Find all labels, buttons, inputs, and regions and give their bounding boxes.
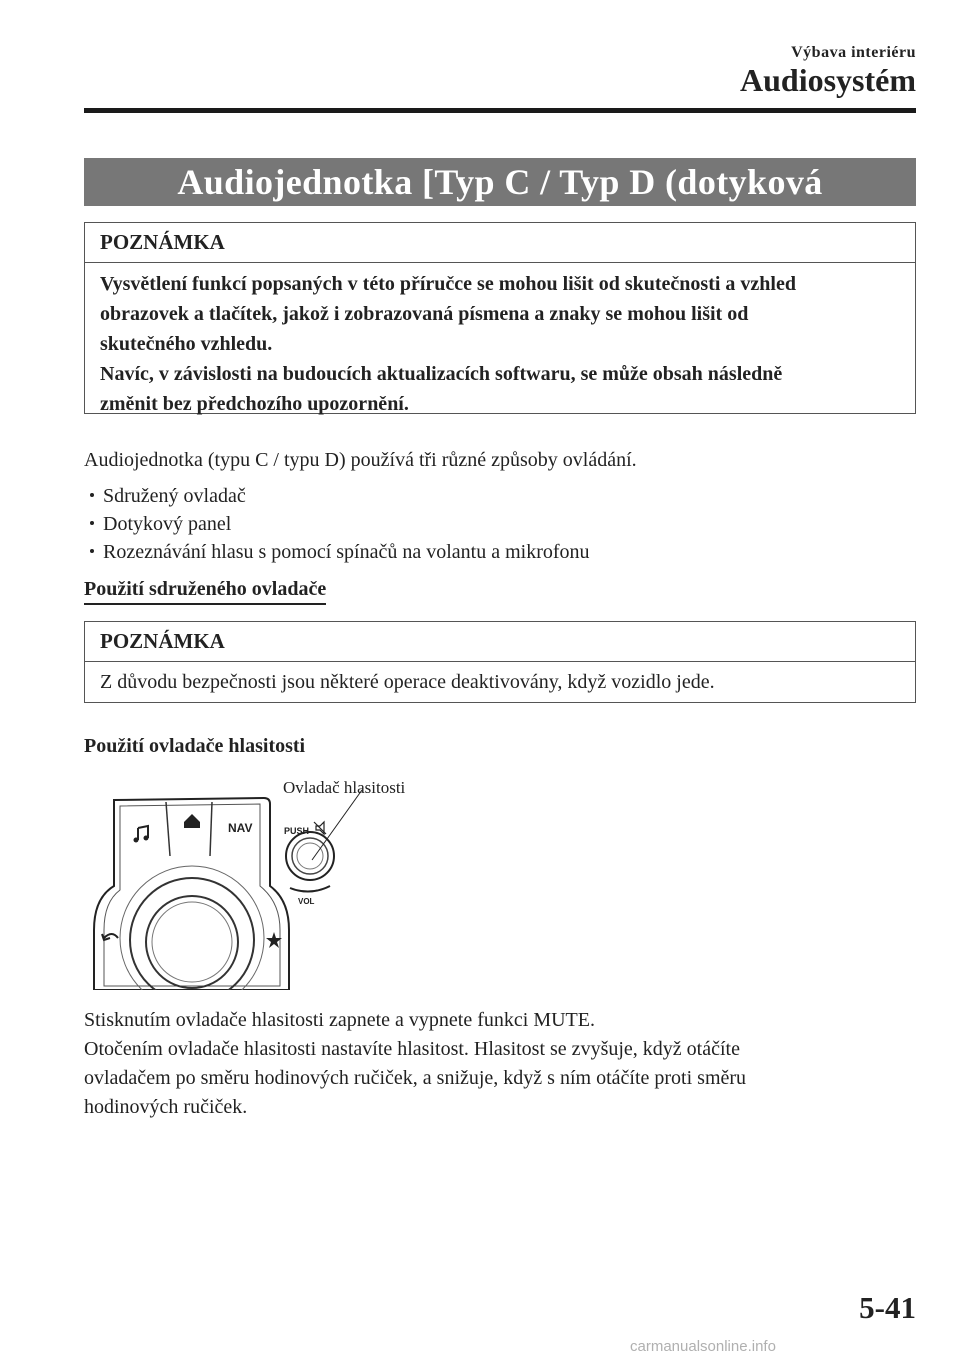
page-number: 5-41 [859,1290,916,1325]
intro-paragraph: Audiojednotka (typu C / typu D) používá tři různé způsoby ovládání. [84,449,637,471]
body-line: hodinových ručiček. [84,1096,248,1118]
subheading: Použití ovladače hlasitosti [84,735,306,757]
note-line: Vysvětlení funkcí popsaných v této příručce se mohou lišit od skutečnosti a vzhled [100,273,796,295]
callout-leader [312,790,362,860]
note-body: Z důvodu bezpečnosti jsou některé operace deaktivovány, když vozidlo jede. [100,671,715,693]
header-rule [84,108,916,113]
bullet-item: Dotykový panel [90,513,231,536]
note-line: obrazovek a tlačítek, jakož i zobrazovaná písmena a znaky se mohou lišit od [100,303,749,325]
note-box-2 [84,621,916,703]
body-line: Stisknutím ovladače hlasitosti zapnete a vypnete funkci MUTE. [84,1009,595,1031]
body-paragraph [84,1006,884,1122]
page-title: Audiojednotka [Typ C / Typ D (dotyková obrazovka)] [84,158,916,206]
watermark: carmanualsonline.info [630,1338,776,1355]
body-line: ovladačem po směru hodinových ručiček, a snižuje, když s ním otáčíte proti směru [84,1067,747,1089]
note-line: skutečného vzhledu. [100,333,273,355]
nav-label: NAV [228,821,253,835]
bullet-dot [90,549,94,553]
note-heading: POZNÁMKA [85,223,915,263]
note-line: změnit bez předchozího upozornění. [100,393,409,415]
header-chapter: Audiosystém [739,62,916,98]
music-icon [134,826,149,843]
note-heading: POZNÁMKA [85,622,915,662]
bullet-dot [90,493,94,497]
push-label: PUSH [284,826,310,836]
body-line: Otočením ovladače hlasitosti nastavíte hlasitost. Hlasitost se zvyšuje, když otáčíte [84,1038,740,1060]
bullet-item: Rozeznávání hlasu s pomocí spínačů na volantu a mikrofonu [90,541,590,564]
note-body [85,263,915,413]
home-icon [184,814,200,828]
section-heading: Použití sdruženého ovladače [84,578,326,605]
bullet-dot [90,521,94,525]
note-line: Navíc, v závislosti na budoucích aktualizacích softwaru, se může obsah následně [100,363,783,385]
commander-control-figure [84,790,444,990]
bullet-item: Sdružený ovladač [90,485,246,508]
note-box-1 [84,222,916,414]
header-section: Výbava interiéru [791,44,916,61]
commander-knob [120,866,264,990]
vol-label: VOL [298,897,315,906]
vol-arrow [290,886,330,892]
callout-label: Ovladač hlasitosti [283,778,406,797]
